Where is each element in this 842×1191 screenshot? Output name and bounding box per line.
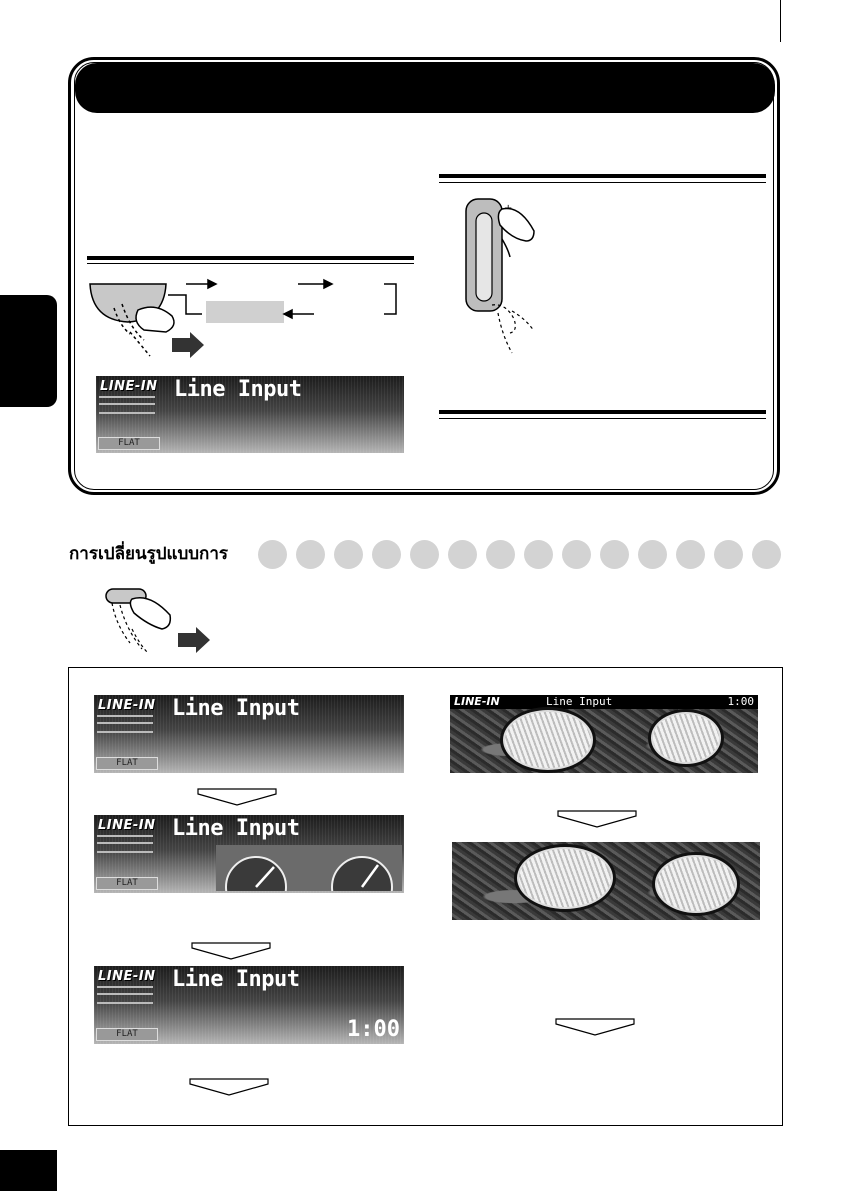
lcd-time: 1:00 (347, 1017, 400, 1042)
display-button-diagram (96, 585, 226, 665)
heading-dot (562, 540, 591, 569)
lcd-level-meter (99, 396, 155, 414)
section-heading: การเปลี่ยนรูปแบบการ (69, 540, 232, 568)
photo-title: Line Input (546, 695, 613, 708)
heading-dot (410, 540, 439, 569)
source-button-diagram (86, 270, 416, 360)
lcd-title: Line Input (172, 696, 300, 721)
heading-dot (334, 540, 363, 569)
lcd-source-tag: LINE-IN (98, 818, 156, 833)
display-mode-4 (450, 695, 758, 773)
lcd-title: Line Input (172, 967, 300, 992)
photo-info-bar (450, 695, 758, 709)
heading-dot (486, 540, 515, 569)
right-section-rule (439, 174, 766, 178)
photo-source-tag: LINE-IN (454, 695, 500, 708)
lcd-eq-label: FLAT (96, 1028, 158, 1041)
crop-line (780, 0, 781, 42)
lcd-eq-label: FLAT (96, 877, 158, 890)
heading-dot (676, 540, 705, 569)
photo-time: 1:00 (727, 695, 754, 708)
heading-dot (714, 540, 743, 569)
lcd-source-tag: LINE-IN (100, 379, 158, 394)
down-arrow-icon (554, 1018, 636, 1036)
lcd-level-meter (97, 835, 153, 853)
heading-dot (524, 540, 553, 569)
lcd-eq-label: FLAT (96, 757, 158, 770)
right-section-rule-thin (439, 182, 766, 183)
lcd-title: Line Input (174, 377, 302, 402)
display-mode-2 (94, 815, 404, 893)
left-section-rule-thin (87, 263, 414, 264)
heading-dot (638, 540, 667, 569)
down-arrow-icon (188, 1078, 270, 1096)
volume-knob-diagram (462, 195, 552, 355)
heading-dot (448, 540, 477, 569)
finger-press-icon (498, 208, 534, 241)
finger-press-icon (130, 598, 170, 629)
display-mode-5 (452, 842, 760, 920)
lcd-level-meter (97, 715, 153, 733)
display-mode-1 (94, 695, 404, 773)
panel-title-bar (75, 63, 775, 113)
lcd-source-tag: LINE-IN (98, 698, 156, 713)
down-arrow-icon (190, 942, 272, 960)
lcd-source-tag: LINE-IN (98, 969, 156, 984)
display-mode-3 (94, 966, 404, 1044)
heading-dot (258, 540, 287, 569)
right-bottom-rule (439, 410, 766, 414)
speedometer-graphic (216, 845, 402, 891)
lcd-eq-label: FLAT (98, 437, 160, 450)
heading-dot (752, 540, 781, 569)
page-number-tab (0, 1150, 57, 1191)
heading-dot (372, 540, 401, 569)
right-bottom-rule-thin (439, 418, 766, 419)
language-side-tab (0, 295, 57, 407)
fish-graphic (648, 709, 724, 767)
fish-graphic (652, 852, 740, 916)
down-arrow-icon (196, 788, 278, 806)
down-arrow-icon (556, 810, 638, 828)
lcd-title: Line Input (172, 816, 300, 841)
fish-graphic (514, 844, 616, 912)
arrow-right-icon (172, 332, 204, 358)
cycle-highlight-box (206, 301, 284, 323)
heading-dot (296, 540, 325, 569)
lcd-display-panel (96, 376, 404, 453)
lcd-level-meter (97, 986, 153, 1004)
fish-graphic (500, 707, 596, 773)
left-section-rule (87, 256, 414, 260)
heading-dot (600, 540, 629, 569)
arrow-right-icon (178, 627, 210, 653)
